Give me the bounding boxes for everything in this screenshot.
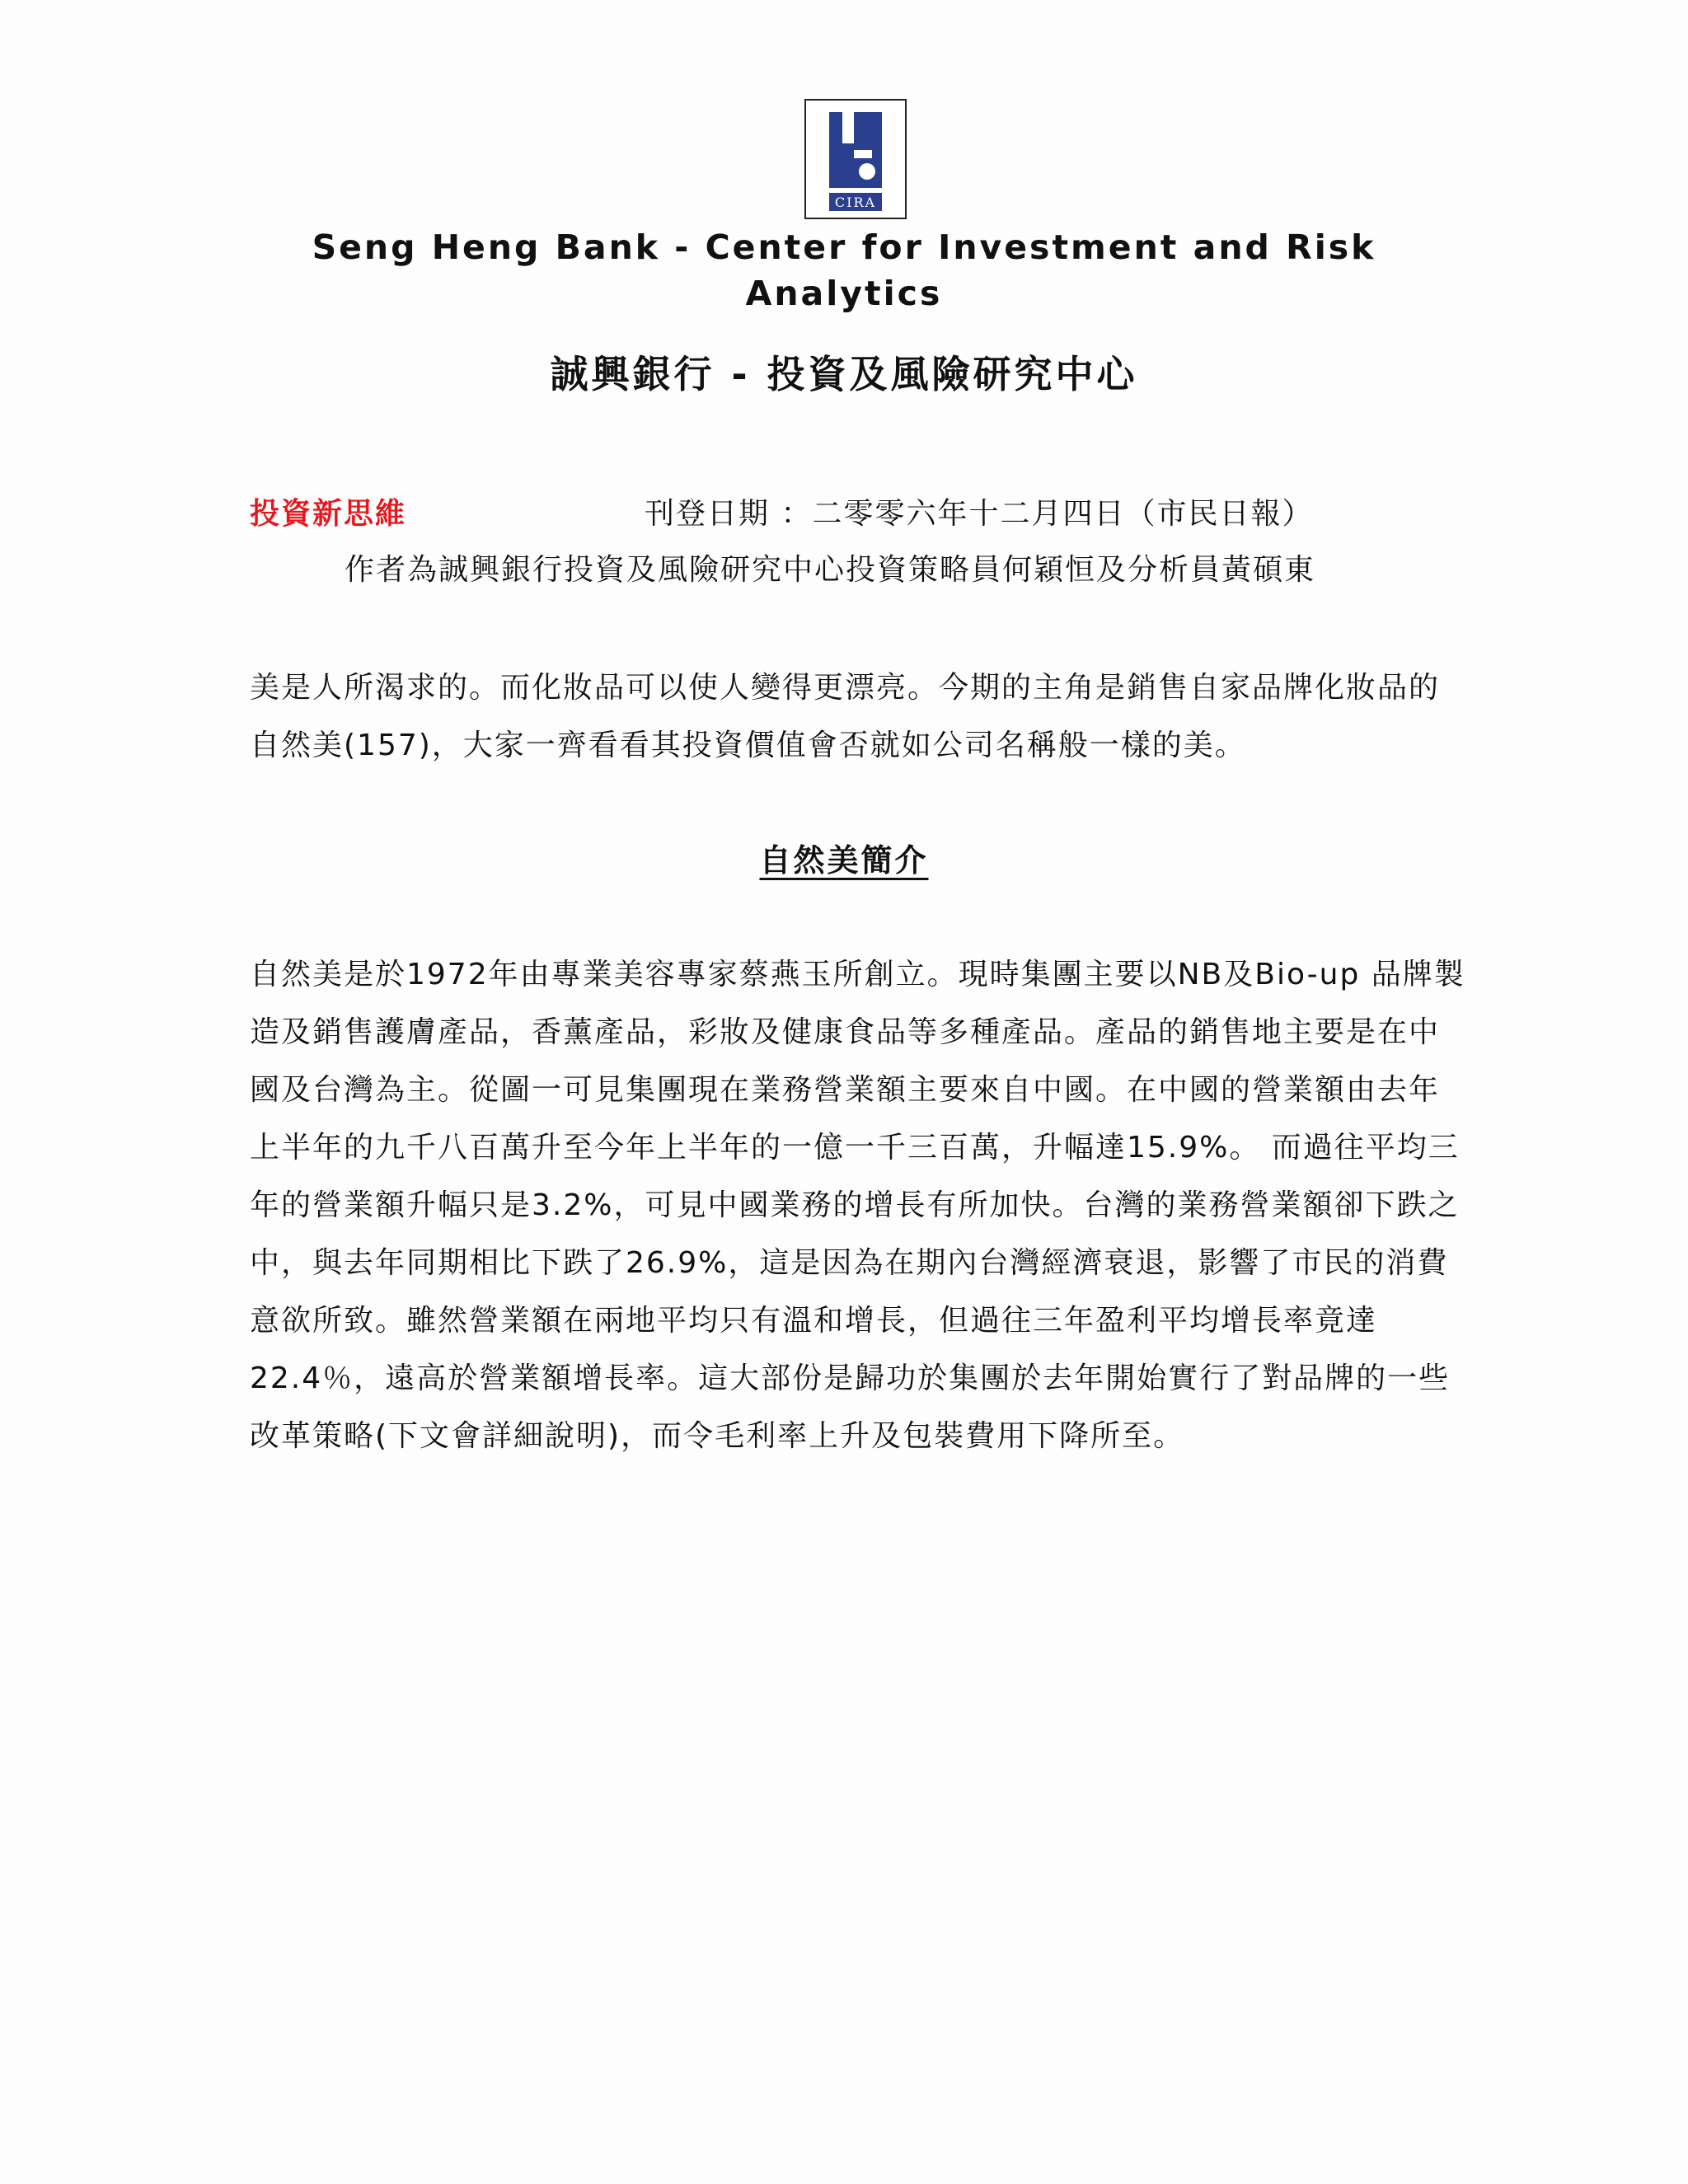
column-name: 投資新思維 [250,497,407,531]
publication-date: 刊登日期 ：二零零六年十二月四日（市民日報） [645,497,1314,531]
intro-paragraph: 美是人所渴求的。而化妝品可以使人變得更漂亮。今期的主角是銷售自家品牌化妝品的自然美(157)，大家一齊看看其投資價值會否就如公司名稱般一樣的美。 [250,671,1441,762]
section-heading: 自然美簡介 [759,842,929,879]
title-english: Seng Heng Bank - Center for Investment and Risk Analytics [312,227,1376,313]
section-body-paragraph: 自然美是於1972年由專業美容專家蔡燕玉所創立。現時集團主要以NB及Bio-up 品牌製造及銷售護膚產品，香薰產品，彩妝及健康食品等多種產品。產品的銷售地主要是在中國及台灣為主。從圖一可見集團現在業務營業額主要來自中國。在中國的營業額由去年上半年的九千八百萬升至今年上半年的一億一千三百萬，升幅達15.9%。 而過往平均三年的營業額升幅只是3.2%，可見中國業務的增長有所加快。台灣的業務營業額卻下跌之中，與去年同期相比下跌了26.9%，這是因為在期內台灣經濟衰退，影響了市民的消費意欲所致。雖然營業額在兩地平均只有溫和增長，但過往三年盈利平均增長率竟達22.4％，遠高於營業額增長率。這大部份是歸功於集團於去年開始實行了對品牌的一些改革策略(下文會詳細說明)，而令毛利率上升及包裝費用下降所至。 [250,958,1465,1453]
cira-logo [804,99,907,219]
logo-mark-notch-mid [854,150,872,158]
logo-mark-notch-bottom [859,163,875,180]
title-chinese: 誠興銀行 - 投資及風險研究中心 [550,352,1138,396]
logo-text: CIRA [834,194,877,210]
logo-mark-notch-top [842,112,854,143]
author-line: 作者為誠興銀行投資及風險研究中心投資策略員何穎恒及分析員黃碩東 [345,553,1316,587]
cira-logo-icon [806,101,905,218]
